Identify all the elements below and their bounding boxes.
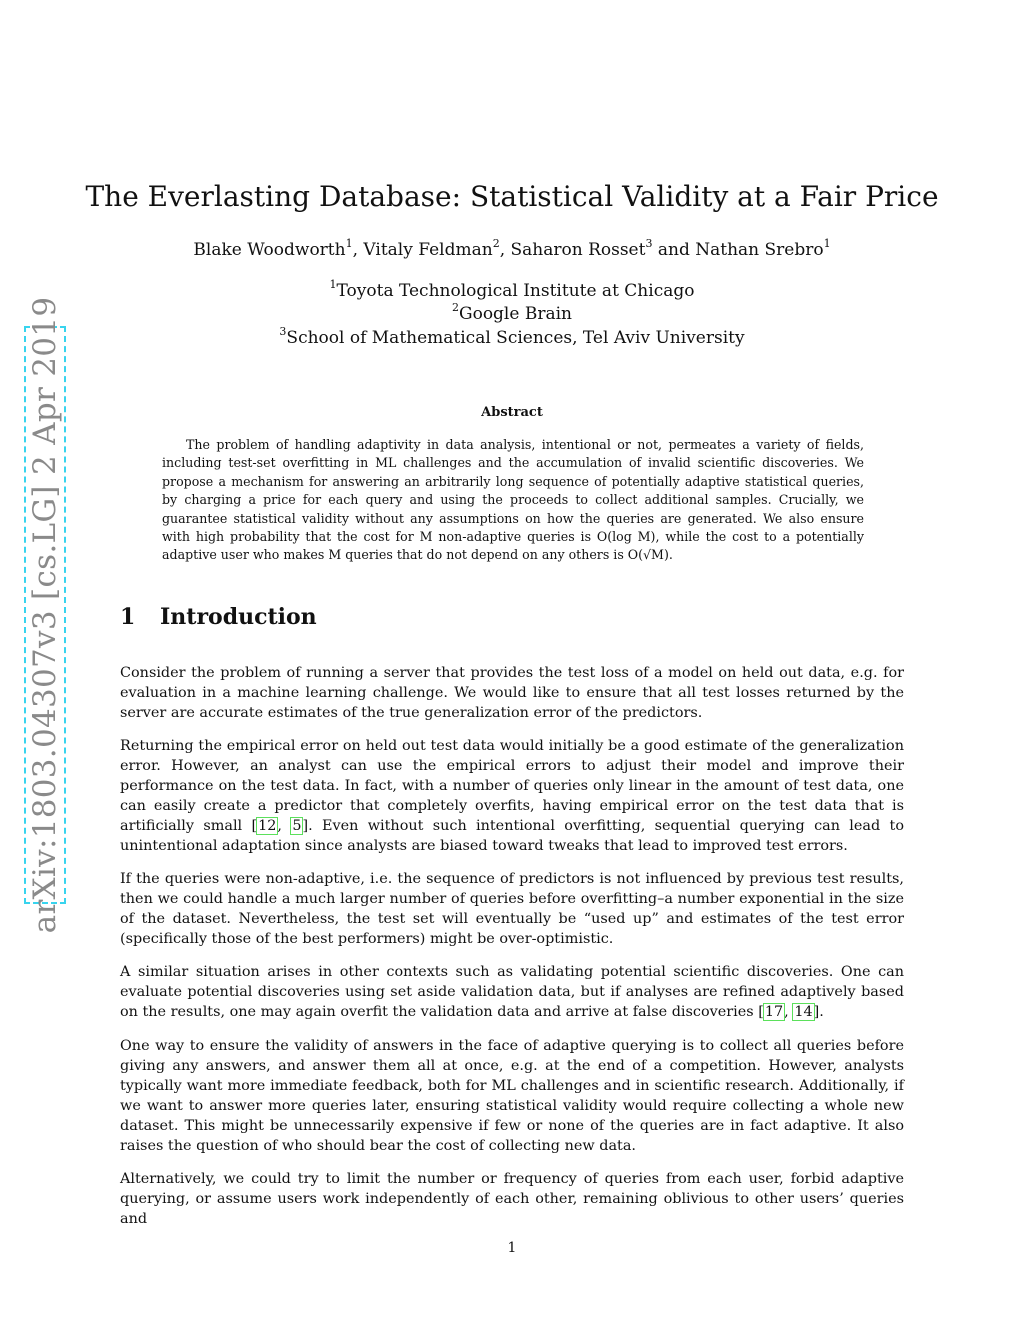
- affiliation-mark: 1: [345, 237, 353, 250]
- paragraph-3: If the queries were non-adaptive, i.e. the sequence of predictors is not influenced by previous test results, then we could handle a much larger number of queries before overfitting–a number exponential in the size of the dataset. Nevertheless, the test set will eventually be “used up” and estimates of the test error (specifically those of the best performers) might be over-optimistic.: [120, 871, 904, 947]
- author-list: Blake Woodworth$^1$, Vitaly Feldman$^2$, Saharon Rosset$^3$ and Nathan Srebro$^1$: [193, 237, 831, 260]
- paragraph-2: Returning the empirical error on held out test data would initially be a good estimate of the generalization error. However, an analyst can use the empirical errors to adjust their model and improve their performance on the test data. In fact, with a number of queries only linear in the amount of test data, one can easily create a predictor that completely overfits, having empirical error on the test data that is artificially small [12, 5]. Even without such intentional overfitting, sequential querying can lead to unintentional adaptation since analysts are biased toward tweaks that lead to improved test errors.: [120, 738, 904, 854]
- section-number: 1: [120, 604, 136, 630]
- paper-title: The Everlasting Database: Statistical Validity at a Fair Price: [85, 180, 939, 213]
- affiliation-1: $^1$Toyota Technological Institute at Chicago: [329, 278, 695, 301]
- citation-link[interactable]: 17: [764, 1004, 784, 1020]
- paragraph-6: Alternatively, we could try to limit the number or frequency of queries from each user, forbid adaptive querying, or assume users work independently of each other, remaining oblivious to other users’ queries and: [120, 1171, 904, 1227]
- affiliation-3: $^3$School of Mathematical Sciences, Tel Aviv University: [279, 325, 745, 348]
- author-name: Nathan Srebro: [695, 240, 824, 260]
- arxiv-identifier[interactable]: arXiv:1803.04307v3 [cs.LG] 2 Apr 2019: [27, 296, 63, 934]
- paragraph-4: A similar situation arises in other contexts such as validating potential scientific discoveries. One can evaluate potential discoveries using set aside validation data, but if analyses are refined adaptively based on the results, one may again overfit the validation data and arrive at false discoveries [17, 14].: [120, 964, 904, 1020]
- section-title: Introduction: [160, 604, 317, 630]
- author-name: Vitaly Feldman: [363, 240, 493, 260]
- citation-link[interactable]: 14: [794, 1004, 813, 1020]
- citation-link[interactable]: 12: [258, 818, 277, 834]
- paragraph-1: Consider the problem of running a server that provides the test loss of a model on held out data, e.g. for evaluation in a machine learning challenge. We would like to ensure that all test losses returned by the server are accurate estimates of the true generalization error of the predictors.: [120, 665, 904, 721]
- abstract-text: The problem of handling adaptivity in data analysis, intentional or not, permeates a variety of fields, including test-set overfitting in ML challenges and the accumulation of invalid scientific discoveries. We propose a mechanism for answering an arbitrarily long sequence of potentially adaptive statistical queries, by charging a price for each query and using the proceeds to collect additional samples. Crucially, we guarantee statistical validity without any assumptions on how the queries are generated. We also ensure with high probability that the cost for M non-adaptive queries is O(log M), while the cost to a potentially adaptive user who makes M queries that do not depend on any others is O(√M).: [162, 437, 864, 563]
- page-number: 1: [507, 1240, 517, 1256]
- affiliation-mark: 1: [823, 237, 831, 250]
- affiliation-mark: 2: [492, 237, 500, 250]
- section-heading: [120, 604, 317, 630]
- paragraph-5: One way to ensure the validity of answers in the face of adaptive querying is to collect all queries before giving any answers, and answer them all at once, e.g. at the end of a competition. However, analysts typically want more immediate feedback, both for ML challenges and in scientific research. Additionally, if we want to answer more queries later, ensuring statistical validity would require collecting a whole new dataset. This might be unnecessarily expensive if few or none of the queries are in fact adaptive. It also raises the question of who should bear the cost of collecting new data.: [120, 1038, 904, 1154]
- affiliation-2: $^2$Google Brain: [452, 301, 572, 324]
- author-name: Saharon Rosset: [510, 240, 646, 260]
- affiliation-mark: 3: [645, 237, 653, 250]
- abstract-heading: Abstract: [481, 405, 543, 420]
- citation-link[interactable]: 5: [292, 818, 302, 834]
- author-name: Blake Woodworth: [193, 240, 346, 260]
